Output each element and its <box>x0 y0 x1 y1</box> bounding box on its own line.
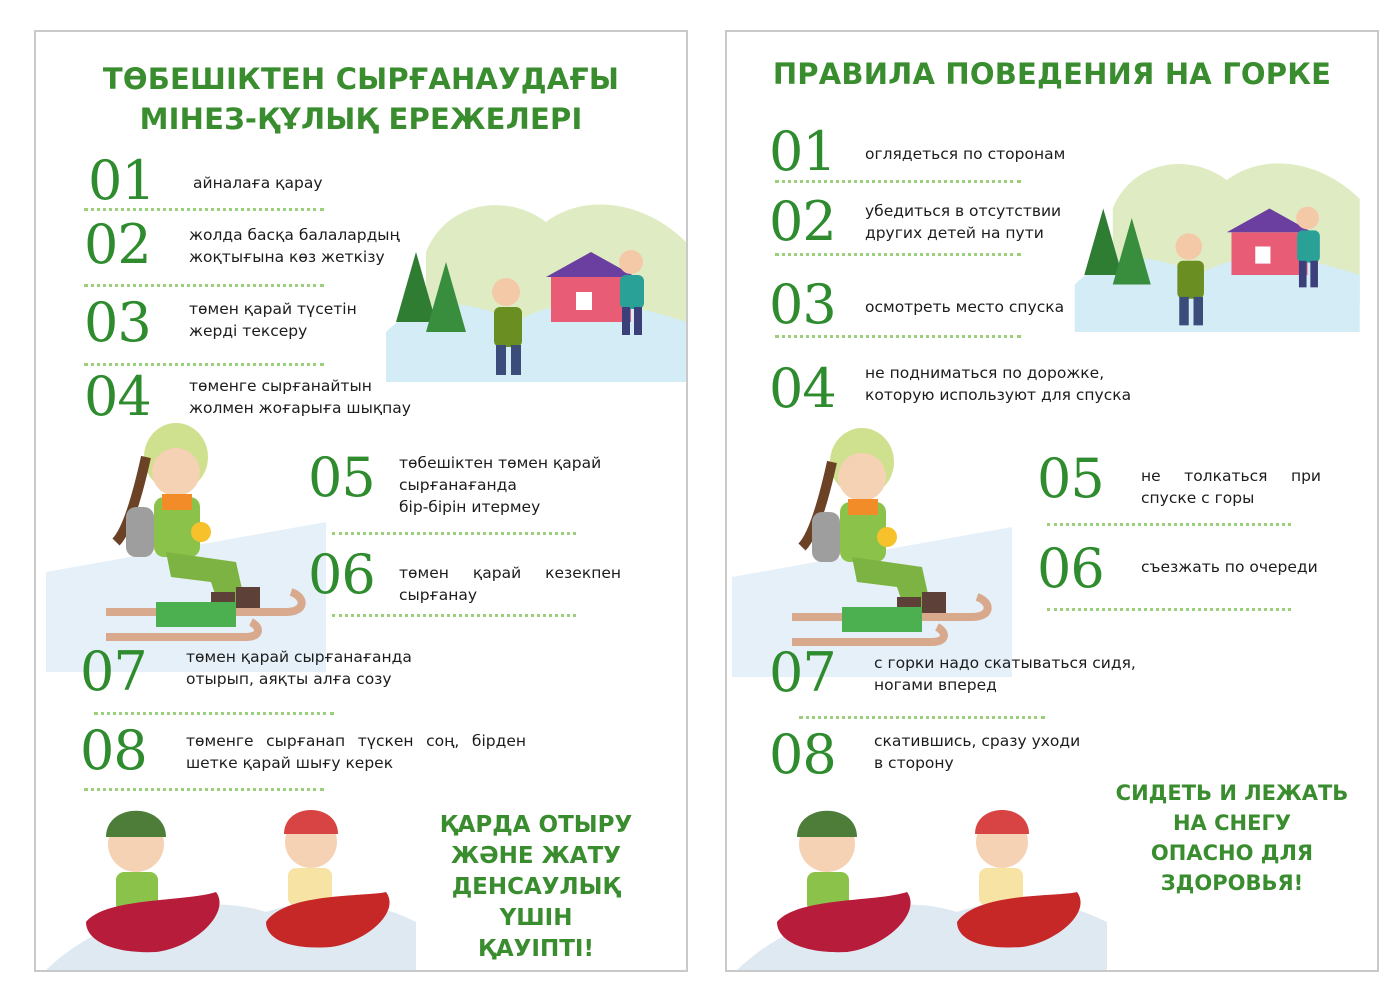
rule-text-line: которую используют для спуска <box>865 386 1132 404</box>
snowball-fight-illustration <box>386 182 688 382</box>
rule-text-line: отырып, аяқты алға созу <box>186 670 392 688</box>
title-line: ТӨБЕШІКТЕН СЫРҒАНАУДАҒЫ <box>102 62 620 96</box>
divider <box>775 180 1021 183</box>
rule-text <box>1141 556 1341 578</box>
rule-text-line: төмен қарай түсетін <box>189 300 357 318</box>
rule-text <box>865 362 1165 406</box>
poster-russian <box>725 30 1379 972</box>
rule-text-line: съезжать по очереди <box>1141 558 1318 576</box>
divider <box>332 614 576 617</box>
rule-text-line: не подниматься по дорожке, <box>865 364 1105 382</box>
divider <box>84 788 324 791</box>
rule-text-line: төмен қарай кезекпен <box>399 564 621 582</box>
rule-text <box>865 296 1105 318</box>
poster-title <box>36 59 686 139</box>
rule-text <box>865 200 1085 244</box>
rule-number: 04 <box>84 365 151 428</box>
rule-text <box>399 452 639 518</box>
warning-line: ОПАСНО ДЛЯ <box>1150 841 1314 865</box>
rule-text-line: осмотреть место спуска <box>865 298 1065 316</box>
warning-text <box>416 810 656 965</box>
rule-text-line: төменге сырғанайтын <box>189 377 372 395</box>
rule-number: 02 <box>84 213 151 276</box>
divider <box>332 532 576 535</box>
rule-text-line: жолда басқа балалардың <box>189 226 400 244</box>
rule-text <box>189 375 449 419</box>
rule-text <box>874 730 1134 774</box>
warning-line: ҚАРДА ОТЫРУ <box>439 812 633 838</box>
divider <box>84 284 324 287</box>
kids-on-sleds-illustration <box>737 782 1107 970</box>
rule-text-line: сырғанағанда <box>399 476 517 494</box>
rule-text <box>189 224 429 268</box>
warning-line: ЗДОРОВЬЯ! <box>1160 871 1304 895</box>
rule-text-line: сырғанау <box>399 586 478 604</box>
rule-text-line: оглядеться по сторонам <box>865 145 1066 163</box>
rule-number: 05 <box>1037 447 1104 510</box>
divider <box>94 712 334 715</box>
rule-text <box>186 646 426 690</box>
title-line: МІНЕЗ-ҚҰЛЫҚ ЕРЕЖЕЛЕРІ <box>139 102 583 136</box>
warning-line: ҚАУІПТІ! <box>478 936 594 962</box>
rule-text-line: айналаға қарау <box>193 174 323 192</box>
warning-line: ЖӘНЕ ЖАТУ <box>450 843 622 869</box>
rule-text-line: спуске с горы <box>1141 489 1255 507</box>
rule-text-line: убедиться в отсутствии <box>865 202 1062 220</box>
rule-text-line: шетке қарай шығу керек <box>186 754 394 772</box>
rule-number: 06 <box>1037 537 1104 600</box>
poster-kazakh <box>34 30 688 972</box>
rule-text <box>865 143 1085 165</box>
rule-text-line: төбешіктен төмен қарай <box>399 454 602 472</box>
kids-on-sleds-illustration <box>46 782 416 970</box>
rule-number: 06 <box>308 543 375 606</box>
rule-text-line: жоқтығына көз жеткізу <box>189 248 385 266</box>
rule-text-line: бір-бірін итермеу <box>399 498 541 516</box>
rule-number: 07 <box>769 641 836 704</box>
rule-text-line: других детей на пути <box>865 224 1044 242</box>
girl-on-sled-illustration <box>46 412 326 672</box>
divider <box>1047 523 1291 526</box>
rule-number: 03 <box>769 273 836 336</box>
rule-number: 05 <box>308 446 375 509</box>
divider <box>1047 608 1291 611</box>
rule-text <box>186 730 526 774</box>
rule-text-line: жерді тексеру <box>189 322 308 340</box>
title-line: ПРАВИЛА ПОВЕДЕНИЯ НА ГОРКЕ <box>772 57 1332 91</box>
rule-text-line: төменге сырғанап түскен соң, бірден <box>186 732 526 750</box>
warning-line: ДЕНСАУЛЫҚ ҮШІН <box>451 874 621 931</box>
rule-text <box>874 652 1174 696</box>
rule-number: 08 <box>769 723 836 786</box>
warning-line: СИДЕТЬ И ЛЕЖАТЬ <box>1115 781 1349 805</box>
rule-text-line: в сторону <box>874 754 954 772</box>
warning-line: НА СНЕГУ <box>1172 811 1292 835</box>
rule-number: 03 <box>84 291 151 354</box>
girl-on-sled-illustration <box>732 417 1012 677</box>
rule-text-line: ногами вперед <box>874 676 997 694</box>
rule-number: 01 <box>769 120 836 183</box>
snowball-fight-illustration <box>1072 142 1372 332</box>
divider <box>84 208 324 211</box>
warning-text <box>1107 778 1357 898</box>
rule-text-line: с горки надо скатываться сидя, <box>874 654 1136 672</box>
rule-text-line: төмен қарай сырғанағанда <box>186 648 412 666</box>
rule-number: 04 <box>769 357 836 420</box>
poster-title <box>727 54 1377 94</box>
rule-text <box>193 172 393 194</box>
rule-text <box>189 298 409 342</box>
divider <box>775 253 1021 256</box>
rule-number: 01 <box>88 149 155 212</box>
rule-number: 07 <box>80 640 147 703</box>
divider <box>775 335 1021 338</box>
rule-text-line: не толкаться при <box>1141 467 1321 485</box>
rule-text-line: скатившись, сразу уходи <box>874 732 1081 750</box>
rule-number: 02 <box>769 190 836 253</box>
rule-text <box>1141 465 1321 509</box>
rule-number: 08 <box>80 719 147 782</box>
divider <box>799 716 1045 719</box>
rule-text <box>399 562 621 606</box>
rule-text-line: жолмен жоғарыға шықпау <box>189 399 411 417</box>
